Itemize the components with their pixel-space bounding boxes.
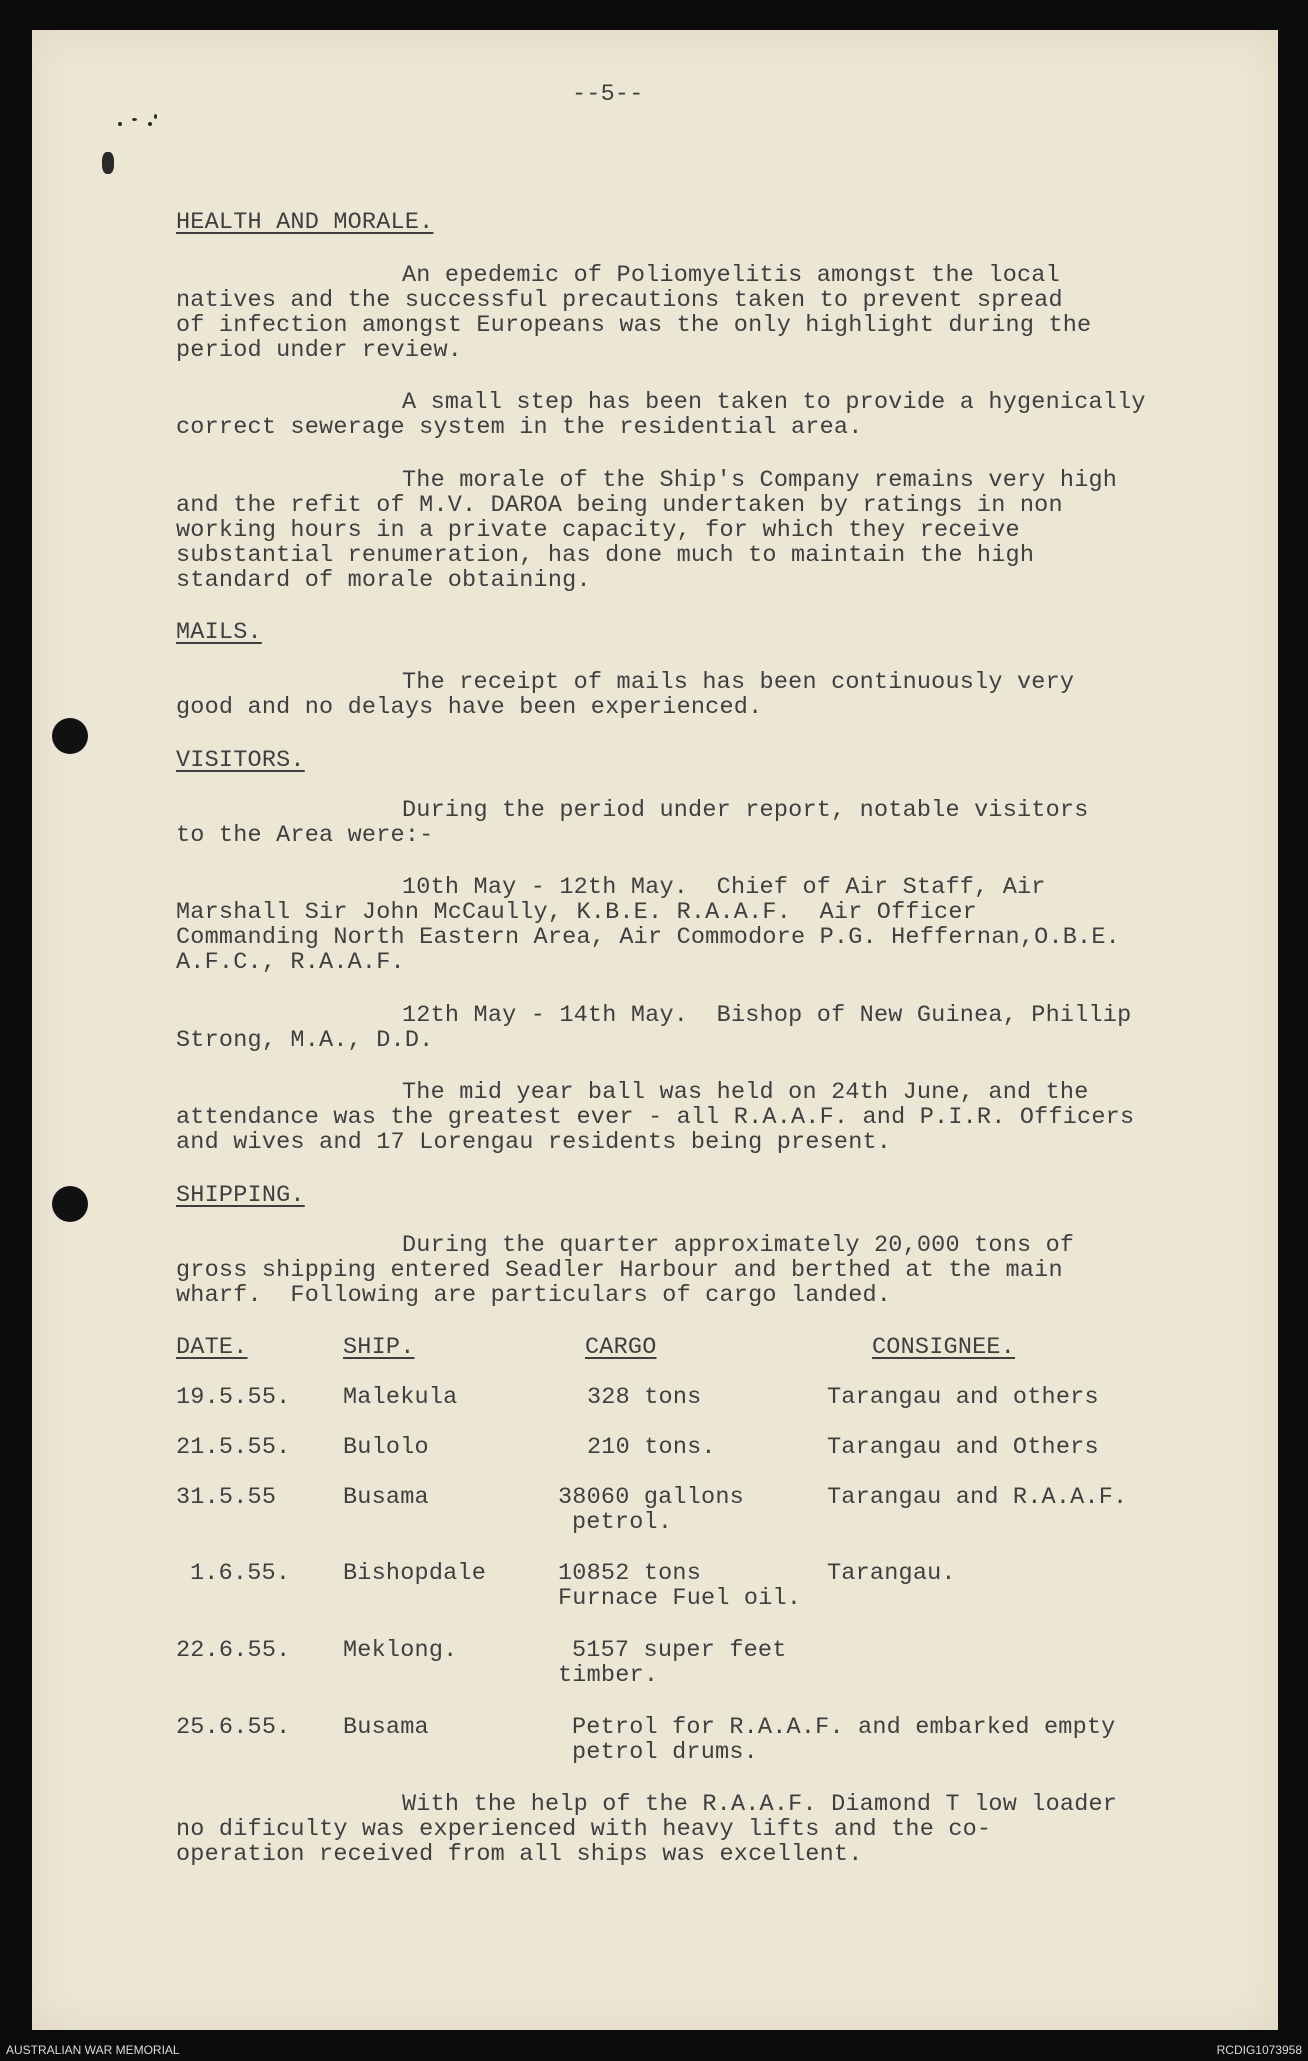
visitors-p1-line-2: to the Area were:- [176,822,434,849]
heading-health-and-morale: HEALTH AND MORALE. [176,209,434,236]
document-page [32,30,1278,2030]
table-row-2-cargo: 210 tons. [587,1434,716,1461]
table-row-4-cargo-line-2: Furnace Fuel oil. [558,1585,802,1612]
heading-visitors: VISITORS. [176,747,305,774]
health-p3-line-3: working hours in a private capacity, for which they receive [176,517,1020,544]
punch-hole-upper [52,718,88,754]
visitors-p2-line-2: Marshall Sir John McCaully, K.B.E. R.A.A.F. Air Officer [176,899,977,926]
health-p2-line-1: A small step has been taken to provide a hygenically [402,389,1146,416]
shipping-p1-line-3: wharf. Following are particulars of cargo landed. [176,1282,892,1309]
table-row-2-date: 21.5.55. [176,1434,291,1461]
health-p1-line-4: period under review. [176,337,463,364]
mails-p1-line-2: good and no delays have been experienced. [176,694,763,721]
health-p3-line-4: substantial renumeration, has done much to maintain the high [176,542,1035,569]
heading-mails: MAILS. [176,619,262,646]
table-row-4-date: 1.6.55. [190,1560,291,1587]
table-row-6-cargo-line-2: petrol drums. [572,1739,758,1766]
visitors-p3-line-1: 12th May - 14th May. Bishop of New Guinea, Phillip [402,1002,1132,1029]
table-row-3-date: 31.5.55 [176,1484,277,1511]
table-row-1-date: 19.5.55. [176,1384,291,1411]
shipping-p2-line-1: With the help of the R.A.A.F. Diamond T low loader [402,1791,1118,1818]
table-row-6-ship: Busama [343,1714,429,1741]
table-header-consignee: CONSIGNEE. [872,1334,1016,1361]
visitors-p4-line-2: attendance was the greatest ever - all R.A.A.F. and P.I.R. Officers [176,1104,1135,1131]
visitors-p1-line-1: During the period under report, notable visitors [402,797,1089,824]
visitors-p2-line-1: 10th May - 12th May. Chief of Air Staff, Air [402,874,1046,901]
visitors-p2-line-4: A.F.C., R.A.A.F. [176,949,405,976]
visitors-p4-line-3: and wives and 17 Lorengau residents being present. [176,1129,892,1156]
visitors-p3-line-2: Strong, M.A., D.D. [176,1027,434,1054]
shipping-p1-line-2: gross shipping entered Seadler Harbour and berthed at the main [176,1257,1063,1284]
health-p3-line-2: and the refit of M.V. DAROA being undertaken by ratings in non [176,492,1063,519]
shipping-p1-line-1: During the quarter approximately 20,000 tons of [402,1232,1075,1259]
table-row-3-cargo-line-1: 38060 gallons [558,1484,744,1511]
table-row-5-cargo-line-1: 5157 super feet [572,1637,787,1664]
page-number: --5-- [572,81,644,108]
health-p3-line-1: The morale of the Ship's Company remains very high [402,467,1118,494]
table-row-3-cargo-line-2: petrol. [572,1509,673,1536]
shipping-p2-line-3: operation received from all ships was excellent. [176,1841,863,1868]
health-p1-line-1: An epedemic of Poliomyelitis amongst the local [402,262,1060,289]
table-row-3-ship: Busama [343,1484,429,1511]
table-header-ship: SHIP. [343,1334,415,1361]
table-header-cargo: CARGO [585,1334,657,1361]
table-row-5-cargo-line-2: timber. [558,1662,659,1689]
table-row-5-ship: Meklong. [343,1637,458,1664]
table-row-1-consignee: Tarangau and others [827,1384,1099,1411]
punch-hole-lower [52,1186,88,1222]
health-p3-line-5: standard of morale obtaining. [176,567,591,594]
health-p2-line-2: correct sewerage system in the residential area. [176,414,863,441]
health-p1-line-2: natives and the successful precautions taken to prevent spread [176,287,1063,314]
visitors-p2-line-3: Commanding North Eastern Area, Air Commodore P.G. Heffernan,O.B.E. [176,924,1120,951]
table-row-3-consignee: Tarangau and R.A.A.F. [827,1484,1128,1511]
footer-id: RCDIG1073958 [1216,2043,1302,2057]
mails-p1-line-1: The receipt of mails has been continuously very [402,669,1075,696]
table-header-date: DATE. [176,1334,248,1361]
table-row-1-ship: Malekula [343,1384,458,1411]
table-row-5-date: 22.6.55. [176,1637,291,1664]
table-row-4-ship: Bishopdale [343,1560,487,1587]
table-row-4-consignee: Tarangau. [827,1560,956,1587]
shipping-p2-line-2: no dificulty was experienced with heavy lifts and the co- [176,1816,992,1843]
footer-credit: AUSTRALIAN WAR MEMORIAL [6,2043,180,2057]
table-row-6-cargo-line-1: Petrol for R.A.A.F. and embarked empty [572,1714,1116,1741]
heading-shipping: SHIPPING. [176,1182,305,1209]
table-row-2-consignee: Tarangau and Others [827,1434,1099,1461]
footer-bar [0,2040,1308,2061]
table-row-4-cargo-line-1: 10852 tons [558,1560,702,1587]
table-row-2-ship: Bulolo [343,1434,429,1461]
visitors-p4-line-1: The mid year ball was held on 24th June, and the [402,1079,1089,1106]
table-row-6-date: 25.6.55. [176,1714,291,1741]
health-p1-line-3: of infection amongst Europeans was the only highlight during the [176,312,1092,339]
table-row-1-cargo: 328 tons [587,1384,702,1411]
